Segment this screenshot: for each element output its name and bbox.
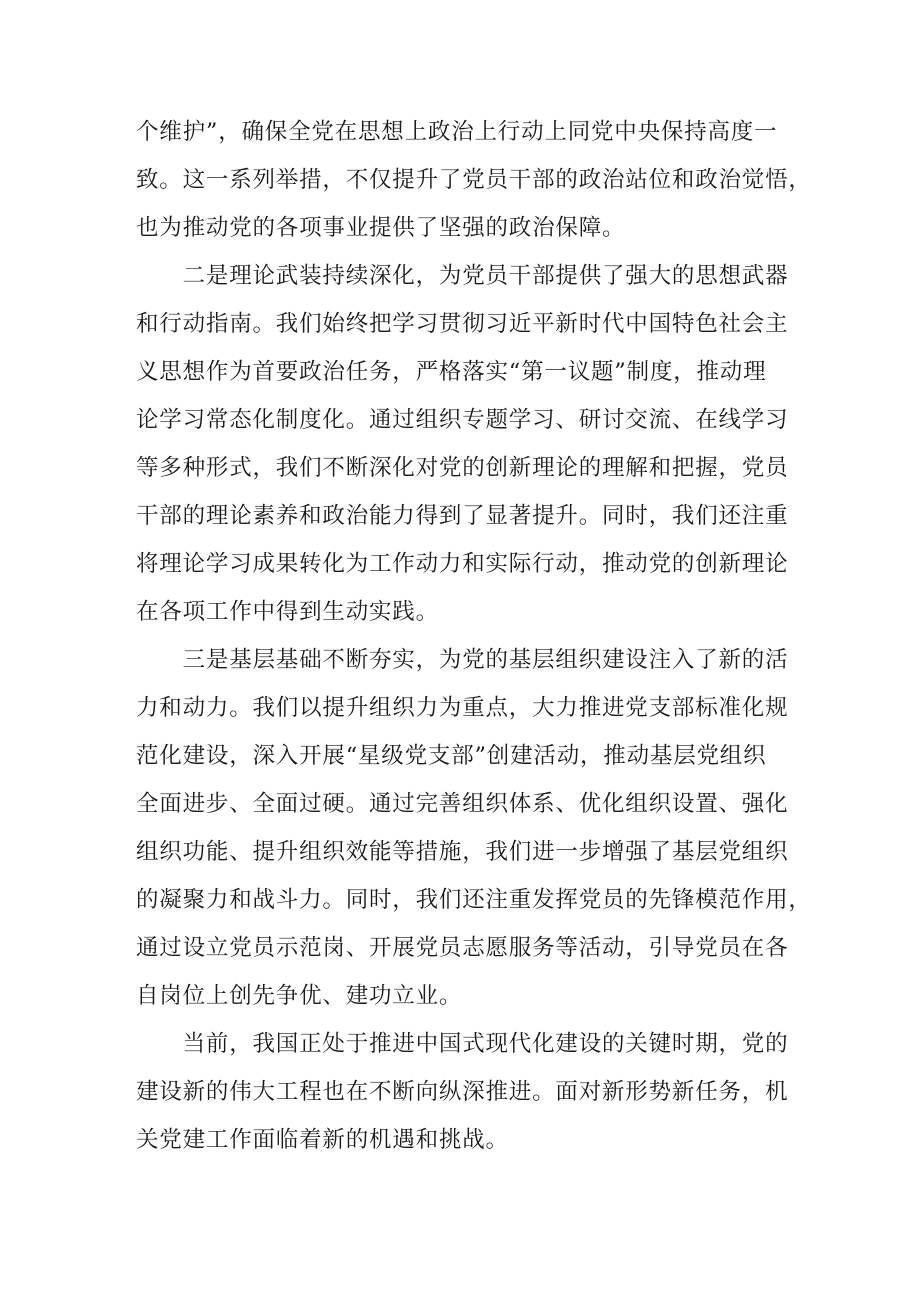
text-line: 三是基层基础不断夯实，为党的基层组织建设注入了新的活 bbox=[136, 647, 789, 673]
text-line: 通过设立党员示范岗、开展党员志愿服务等活动，引导党员在各 bbox=[136, 935, 789, 961]
paragraph-1 bbox=[136, 108, 812, 252]
text-line: 关党建工作面临着新的机遇和挑战。 bbox=[136, 1127, 509, 1153]
paragraph-2 bbox=[136, 252, 792, 636]
text-line: 的凝聚力和战斗力。同时，我们还注重发挥党员的先锋模范作用， bbox=[136, 887, 812, 913]
paragraph-3 bbox=[136, 636, 812, 1020]
text-line: 力和动力。我们以提升组织力为重点，大力推进党支部标准化规 bbox=[136, 695, 789, 721]
text-line: 自岗位上创先争优、建功立业。 bbox=[136, 983, 463, 1009]
paragraph-4 bbox=[136, 1020, 792, 1164]
text-line: 论学习常态化制度化。通过组织专题学习、研讨交流、在线学习 bbox=[136, 407, 789, 433]
text-line: 等多种形式，我们不断深化对党的创新理论的理解和把握，党员 bbox=[136, 455, 789, 481]
text-line: 组织功能、提升组织效能等措施，我们进一步增强了基层党组织 bbox=[136, 839, 789, 865]
text-line: 当前，我国正处于推进中国式现代化建设的关键时期，党的 bbox=[136, 1031, 789, 1057]
text-line: 义思想作为首要政治任务，严格落实“第一议题”制度，推动理 bbox=[136, 359, 767, 385]
document-body bbox=[136, 108, 812, 1164]
text-line: 范化建设，深入开展“星级党支部”创建活动，推动基层党组织 bbox=[136, 743, 767, 769]
text-line: 和行动指南。我们始终把学习贯彻习近平新时代中国特色社会主 bbox=[136, 311, 789, 337]
text-line: 个维护”，确保全党在思想上政治上行动上同党中央保持高度一 bbox=[136, 119, 778, 145]
text-line: 干部的理论素养和政治能力得到了显著提升。同时，我们还注重 bbox=[136, 503, 789, 529]
text-line: 也为推动党的各项事业提供了坚强的政治保障。 bbox=[136, 215, 626, 241]
text-line: 在各项工作中得到生动实践。 bbox=[136, 599, 439, 625]
text-line: 将理论学习成果转化为工作动力和实际行动，推动党的创新理论 bbox=[136, 551, 789, 577]
text-line: 全面进步、全面过硬。通过完善组织体系、优化组织设置、强化 bbox=[136, 791, 789, 817]
text-line: 致。这一系列举措，不仅提升了党员干部的政治站位和政治觉悟， bbox=[136, 167, 812, 193]
text-line: 二是理论武装持续深化，为党员干部提供了强大的思想武器 bbox=[136, 263, 789, 289]
text-line: 建设新的伟大工程也在不断向纵深推进。面对新形势新任务，机 bbox=[136, 1079, 789, 1105]
